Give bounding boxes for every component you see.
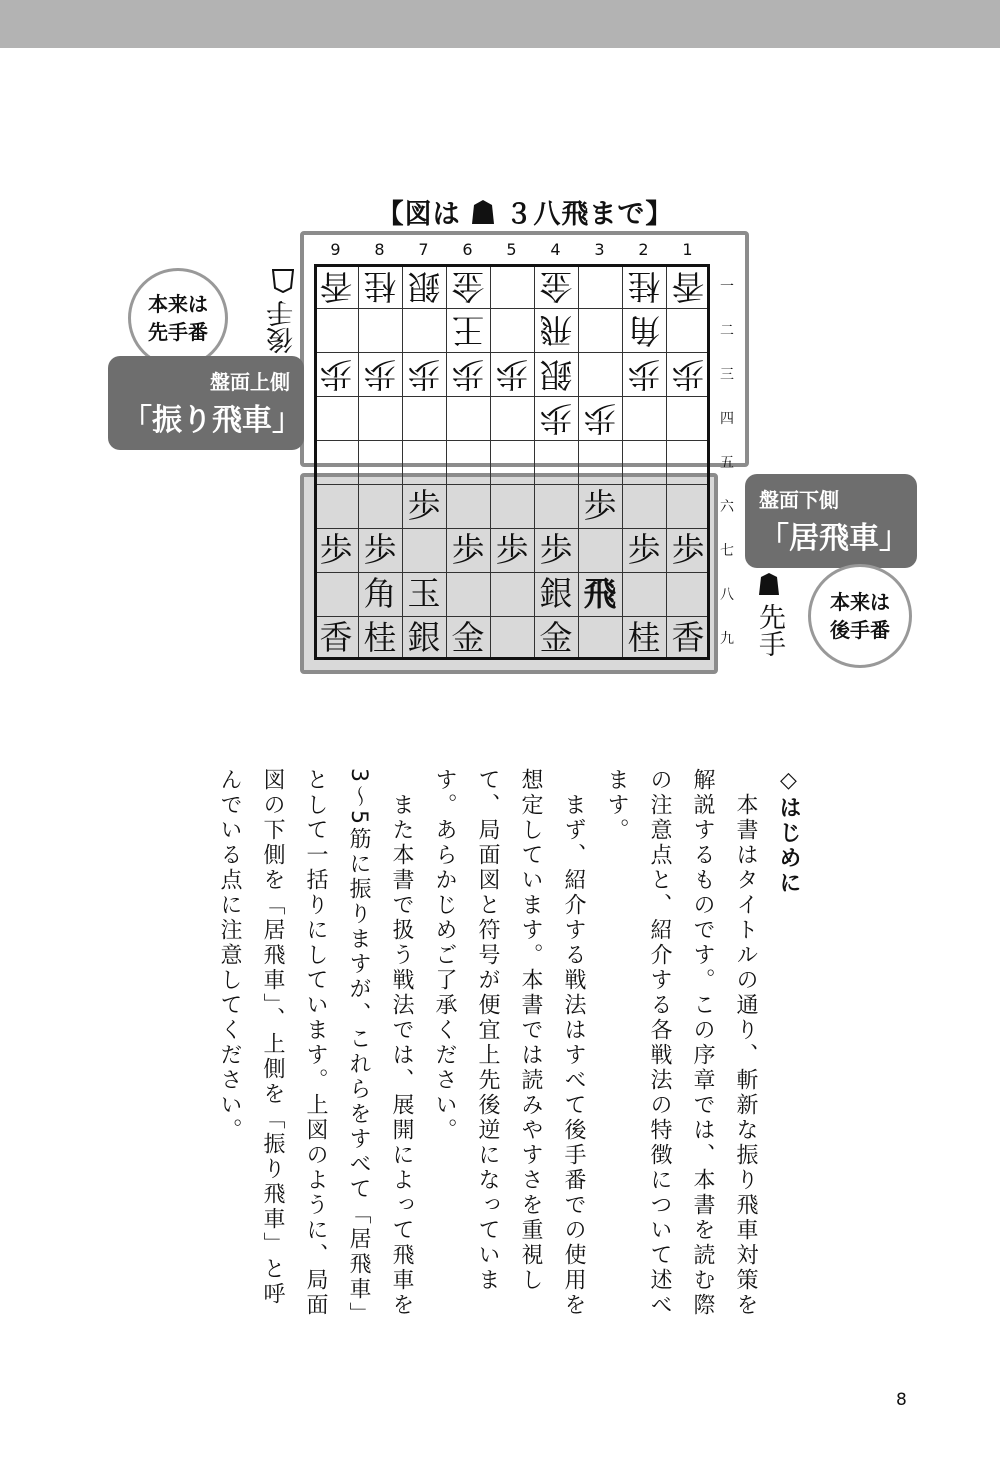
shogi-piece: 玉 (407, 574, 441, 613)
shogi-piece: 歩 (627, 355, 661, 394)
file-label: 4 (550, 240, 561, 259)
shogi-piece: 歩 (583, 486, 617, 525)
shogi-piece: 歩 (627, 530, 661, 569)
shogi-piece: 角 (363, 574, 397, 613)
rank-label: 一 (720, 279, 734, 295)
rank-label: 二 (720, 323, 734, 339)
circle-top-line2: 先手番 (148, 320, 208, 344)
label-bottom-small: 盤面下側 (759, 488, 839, 512)
shogi-piece: 歩 (363, 355, 397, 394)
shogi-piece: 歩 (539, 399, 573, 438)
shogi-piece: 歩 (407, 355, 441, 394)
shogi-piece: 歩 (407, 486, 441, 525)
sente-piece-icon (471, 199, 495, 232)
file-label: 2 (638, 240, 649, 259)
shogi-piece: 飛 (583, 574, 617, 613)
rank-label: 五 (720, 455, 734, 471)
label-bottom-big: 「居飛車」 (759, 521, 909, 556)
shogi-piece: 歩 (583, 399, 617, 438)
shogi-piece: 角 (627, 311, 661, 350)
paragraph-2: まず、紹介する戦法はすべて後手番での使用を想定しています。本書では読みやすさを重視して、局面図と符号が便宜上先後逆になっています。あらかじめご了承ください。 (432, 768, 586, 1318)
shogi-piece: 桂 (363, 618, 397, 657)
shogi-piece: 銀 (539, 355, 573, 394)
rank-label: 四 (720, 411, 734, 427)
paragraph-3: また本書で扱う戦法では、展開によって飛車を3〜5筋に振りますが、これらをすべて「居飛車」として一括りにしています。上図のように、局面図の下側を「居飛車」、上側を「振り飛車」と呼んでいる点に注意してください。 (217, 768, 414, 1327)
file-label: 6 (462, 240, 473, 259)
shogi-piece: 歩 (539, 530, 573, 569)
paragraph-1: 本書はタイトルの通り、斬新な振り飛車対策を解説するものです。この序章では、本書を読む際の注意点と、紹介する各戦法の特徴について述べます。 (604, 768, 758, 1318)
diagram-caption (300, 192, 750, 232)
label-top-big: 「振り飛車」 (122, 403, 302, 438)
rank-label: 三 (720, 367, 734, 383)
file-label: 7 (418, 240, 429, 259)
shogi-piece: 歩 (451, 530, 485, 569)
rank-label: 六 (720, 499, 734, 515)
shogi-piece: 王 (451, 311, 485, 350)
shogi-piece: 歩 (319, 355, 353, 394)
shogi-piece: 金 (451, 618, 485, 657)
circle-note-top (128, 268, 228, 368)
file-label: 3 (594, 240, 605, 259)
caption-prefix: 【図は (376, 199, 461, 230)
rank-label: 八 (720, 587, 734, 603)
shogi-piece: 歩 (495, 355, 529, 394)
shogi-piece: 桂 (627, 618, 661, 657)
shogi-piece: 飛 (539, 311, 573, 350)
shogi-piece: 歩 (671, 530, 705, 569)
file-label: 1 (682, 240, 693, 259)
shogi-piece: 銀 (539, 574, 573, 613)
caption-suffix: ３八飛まで】 (505, 199, 674, 230)
page-number: 8 (896, 1390, 907, 1410)
label-bottom (745, 474, 917, 568)
shogi-piece: 桂 (363, 267, 397, 306)
body-text (208, 768, 810, 1328)
sente-piece-icon (758, 572, 780, 596)
circle-top-line1: 本来は (148, 292, 208, 316)
shogi-piece: 香 (671, 618, 705, 657)
label-top (108, 356, 304, 450)
gote-piece-icon (272, 269, 294, 293)
file-label: 9 (330, 240, 341, 259)
shogi-piece: 桂 (627, 267, 661, 306)
label-top-small: 盤面上側 (210, 370, 290, 394)
shogi-piece: 金 (451, 267, 485, 306)
rank-label: 九 (720, 631, 734, 647)
circle-bottom-line2: 後手番 (830, 618, 890, 642)
shogi-piece: 香 (671, 267, 705, 306)
shogi-piece: 歩 (319, 530, 353, 569)
top-bar (0, 0, 1000, 48)
section-heading: ◇はじめに (776, 768, 801, 896)
shogi-piece: 歩 (671, 355, 705, 394)
shogi-piece: 香 (319, 618, 353, 657)
circle-note-bottom (808, 564, 912, 668)
shogi-piece: 香 (319, 267, 353, 306)
gote-side-label: 後手 (266, 262, 300, 354)
file-label: 5 (506, 240, 517, 259)
shogi-piece: 銀 (407, 618, 441, 657)
sente-side-label: 先手 (752, 572, 786, 664)
rank-label: 七 (720, 543, 734, 559)
shogi-piece: 歩 (495, 530, 529, 569)
circle-bottom-line1: 本来は (830, 590, 890, 614)
shogi-piece: 歩 (363, 530, 397, 569)
file-label: 8 (374, 240, 385, 259)
shogi-piece: 歩 (451, 355, 485, 394)
shogi-piece: 金 (539, 618, 573, 657)
shogi-piece: 銀 (407, 267, 441, 306)
shogi-piece: 金 (539, 267, 573, 306)
